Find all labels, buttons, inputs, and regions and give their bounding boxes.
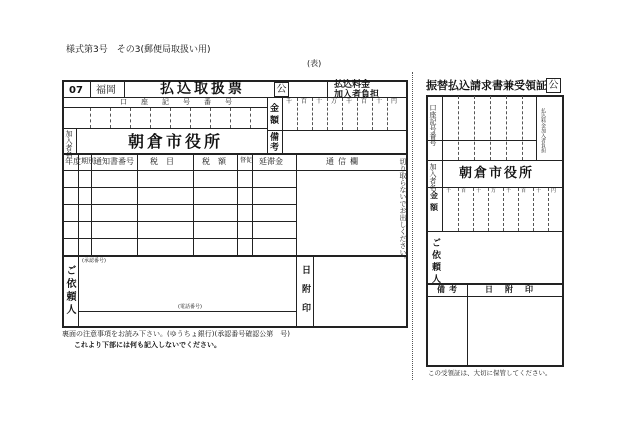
receipt-subscriber-name: 朝倉市役所 (459, 166, 535, 181)
amount-label: 金 (270, 104, 280, 114)
cut-note: 切り取らないでお出しください。 (399, 158, 407, 263)
col-year: 年度 (65, 157, 81, 166)
receipt-amount-unit: 千 (506, 188, 512, 194)
requester-label: ご依頼人 (64, 265, 75, 317)
receipt-amount-label-2: 額 (430, 203, 438, 212)
col-late-fee: 延滞金 (259, 157, 283, 166)
slip-title: 払込取扱票 (160, 81, 245, 97)
subscriber-name: 朝倉市役所 (128, 132, 224, 151)
note-label-2: 考 (270, 143, 280, 153)
branch-name: 福岡 (96, 85, 116, 96)
amount-unit: 十 (376, 98, 383, 105)
receipt-amount-unit: 百 (521, 188, 527, 194)
amount-unit: 万 (331, 98, 338, 105)
amount-unit: 十 (316, 98, 323, 105)
amount-unit: 円 (391, 98, 398, 105)
bottom-note: 裏面の注意事項をお読み下さい。(ゆうちょ銀行)(承認番号確認公第 号) (62, 330, 290, 338)
receipt-amount-unit: 千 (446, 188, 452, 194)
receipt-amount-unit: 円 (551, 188, 557, 194)
account-code: 07 (69, 85, 83, 96)
account-number-label: 口座記号番号 (120, 98, 246, 106)
fee-label-2: 加入者負担 (334, 90, 380, 100)
receipt-amount-unit: 万 (491, 188, 497, 194)
fee-label: 払込料金 (334, 80, 371, 90)
receipt-title: 振替払込請求書兼受領証 (426, 79, 547, 92)
amount-label-2: 額 (270, 116, 280, 126)
note-label: 備 (270, 133, 280, 143)
receipt-amount-unit: 十 (536, 188, 542, 194)
amount-unit: 百 (361, 98, 368, 105)
receipt-account-label: 口座記号番号 (429, 104, 437, 146)
receipt-subscriber-label: 加入者名 (429, 163, 437, 191)
receipt-note-label: 備考 (437, 285, 461, 294)
form-number: 様式第3号 その3(郵便局取扱い用) (66, 45, 211, 55)
amount-unit: 千 (286, 98, 293, 105)
col-notice-number: 通知書番号 (94, 157, 134, 166)
receipt-amount-unit: 十 (476, 188, 482, 194)
public-badge: 公 (274, 82, 289, 97)
receipt-amount-label: 金 (430, 191, 438, 200)
date-stamp-label: 日附印 (300, 265, 310, 322)
receipt-fee-label: 払込料金加入者負担 (540, 108, 546, 153)
receipt-public-badge: 公 (546, 78, 561, 93)
receipt-bottom-note: この受領証は、大切に保管してください。 (428, 369, 552, 377)
amount-unit: 千 (346, 98, 353, 105)
amount-unit: 百 (301, 98, 308, 105)
col-surcharge: 督促 (240, 157, 253, 164)
receipt-requester-label: ご依頼人 (430, 238, 440, 286)
receipt-date-stamp-label: 日附印 (485, 285, 545, 294)
bottom-warning: これより下部には何も記入しないでください。 (74, 341, 221, 349)
requester-phone-label: (電話番号) (178, 304, 202, 310)
subscriber-label: 加入者名 (65, 130, 73, 158)
col-tax-amount: 税額 (202, 157, 234, 166)
receipt-amount-unit: 百 (461, 188, 467, 194)
col-tax-item: 税目 (150, 157, 182, 166)
side-label: (表) (307, 59, 322, 68)
perforation-line (412, 72, 413, 380)
col-message: 通信欄 (326, 157, 362, 166)
requester-code-label: (承認番号) (82, 258, 106, 264)
col-period: 期別 (81, 157, 95, 165)
